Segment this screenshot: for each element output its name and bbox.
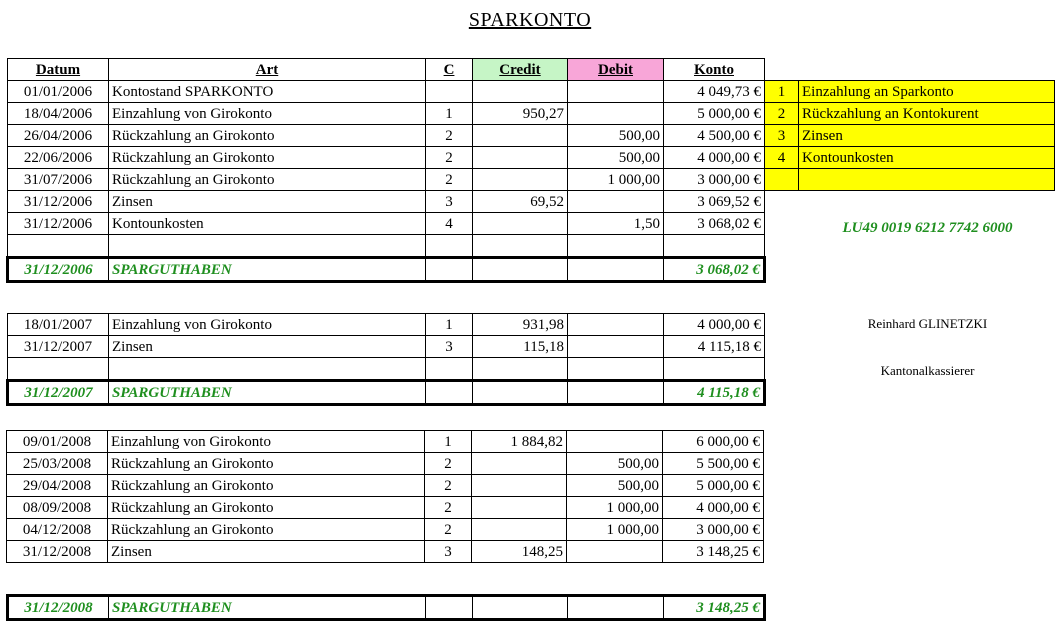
table-row bbox=[8, 125, 765, 147]
empty-cell bbox=[8, 235, 109, 258]
code-cell: 3 bbox=[425, 541, 472, 563]
konto-cell: 5 500,00 € bbox=[663, 453, 764, 475]
empty-cell bbox=[473, 258, 568, 282]
credit-cell: 931,98 bbox=[473, 314, 568, 336]
art-cell: Rückzahlung an Girokonto bbox=[108, 519, 425, 541]
credit-cell: 148,25 bbox=[472, 541, 567, 563]
table-row bbox=[8, 191, 765, 213]
total-row-2008 bbox=[8, 596, 765, 620]
credit-cell bbox=[472, 453, 567, 475]
empty-cell bbox=[426, 596, 473, 620]
legend-item bbox=[765, 125, 1055, 147]
code-legend bbox=[764, 80, 1055, 191]
legend-code: 3 bbox=[765, 125, 799, 147]
debit-cell: 500,00 bbox=[568, 147, 664, 169]
credit-cell bbox=[473, 81, 568, 103]
header-c: C bbox=[426, 59, 473, 81]
table-row bbox=[7, 519, 764, 541]
debit-cell: 1 000,00 bbox=[568, 169, 664, 191]
date-cell: 18/01/2007 bbox=[8, 314, 109, 336]
header-datum: Datum bbox=[8, 59, 109, 81]
legend-label: Kontounkosten bbox=[799, 147, 1055, 169]
date-cell: 31/12/2006 bbox=[8, 191, 109, 213]
legend-code: 4 bbox=[765, 147, 799, 169]
art-cell: Rückzahlung an Girokonto bbox=[108, 453, 425, 475]
konto-cell: 3 000,00 € bbox=[664, 169, 765, 191]
credit-cell bbox=[472, 497, 567, 519]
credit-cell bbox=[473, 125, 568, 147]
code-cell: 2 bbox=[425, 497, 472, 519]
empty-cell bbox=[473, 235, 568, 258]
code-cell: 2 bbox=[425, 519, 472, 541]
empty-cell bbox=[568, 381, 664, 405]
table-row bbox=[7, 541, 764, 563]
table-row bbox=[7, 497, 764, 519]
debit-cell bbox=[568, 314, 664, 336]
empty-cell bbox=[426, 381, 473, 405]
table-row bbox=[8, 336, 765, 358]
credit-cell bbox=[472, 519, 567, 541]
code-cell: 2 bbox=[426, 147, 473, 169]
total-label: SPARGUTHABEN bbox=[109, 258, 426, 282]
table-row bbox=[8, 147, 765, 169]
debit-cell: 1 000,00 bbox=[567, 497, 663, 519]
art-cell: Rückzahlung an Girokonto bbox=[108, 475, 425, 497]
konto-cell: 4 115,18 € bbox=[664, 336, 765, 358]
art-cell: Rückzahlung an Girokonto bbox=[108, 497, 425, 519]
konto-cell: 5 000,00 € bbox=[664, 103, 765, 125]
date-cell: 04/12/2008 bbox=[7, 519, 108, 541]
art-cell: Zinsen bbox=[109, 336, 426, 358]
konto-cell: 3 069,52 € bbox=[664, 191, 765, 213]
konto-cell: 5 000,00 € bbox=[663, 475, 764, 497]
date-cell: 18/04/2006 bbox=[8, 103, 109, 125]
date-cell: 26/04/2006 bbox=[8, 125, 109, 147]
konto-cell: 4 000,00 € bbox=[664, 314, 765, 336]
credit-cell bbox=[472, 475, 567, 497]
code-cell: 3 bbox=[426, 191, 473, 213]
table-row bbox=[8, 314, 765, 336]
date-cell: 22/06/2006 bbox=[8, 147, 109, 169]
legend-label: Zinsen bbox=[799, 125, 1055, 147]
debit-cell: 500,00 bbox=[567, 475, 663, 497]
art-cell: Einzahlung von Girokonto bbox=[108, 431, 425, 453]
empty-cell bbox=[8, 358, 109, 381]
art-cell: Einzahlung von Girokonto bbox=[109, 103, 426, 125]
debit-cell bbox=[567, 431, 663, 453]
table-row bbox=[8, 169, 765, 191]
legend-item bbox=[765, 103, 1055, 125]
table-row bbox=[7, 475, 764, 497]
konto-cell: 3 000,00 € bbox=[663, 519, 764, 541]
code-cell: 1 bbox=[426, 314, 473, 336]
total-row-2006 bbox=[8, 258, 765, 282]
date-cell: 09/01/2008 bbox=[7, 431, 108, 453]
legend-code: 2 bbox=[765, 103, 799, 125]
code-cell: 3 bbox=[426, 336, 473, 358]
total-konto: 4 115,18 € bbox=[664, 381, 765, 405]
konto-cell: 4 500,00 € bbox=[664, 125, 765, 147]
empty-cell bbox=[473, 358, 568, 381]
total-label: SPARGUTHABEN bbox=[109, 596, 426, 620]
debit-cell: 1,50 bbox=[568, 213, 664, 235]
art-cell: Zinsen bbox=[108, 541, 425, 563]
art-cell: Rückzahlung an Girokonto bbox=[109, 125, 426, 147]
credit-cell: 1 884,82 bbox=[472, 431, 567, 453]
date-cell: 01/01/2006 bbox=[8, 81, 109, 103]
code-cell: 2 bbox=[425, 475, 472, 497]
iban-text: LU49 0019 6212 7742 6000 bbox=[842, 220, 1013, 236]
total-konto: 3 068,02 € bbox=[664, 258, 765, 282]
art-cell: Zinsen bbox=[109, 191, 426, 213]
empty-row bbox=[8, 235, 765, 258]
ledger-2008-total bbox=[6, 594, 766, 621]
debit-cell bbox=[568, 336, 664, 358]
credit-cell: 69,52 bbox=[473, 191, 568, 213]
total-date: 31/12/2008 bbox=[8, 596, 109, 620]
code-cell bbox=[426, 81, 473, 103]
code-cell: 2 bbox=[425, 453, 472, 475]
date-cell: 25/03/2008 bbox=[7, 453, 108, 475]
konto-cell: 6 000,00 € bbox=[663, 431, 764, 453]
header-credit: Credit bbox=[473, 59, 568, 81]
header-row bbox=[8, 59, 765, 81]
date-cell: 29/04/2008 bbox=[7, 475, 108, 497]
table-row bbox=[8, 81, 765, 103]
empty-cell bbox=[426, 235, 473, 258]
table-row bbox=[8, 103, 765, 125]
table-row bbox=[7, 431, 764, 453]
header-konto: Konto bbox=[664, 59, 765, 81]
debit-cell bbox=[568, 81, 664, 103]
empty-row bbox=[8, 358, 765, 381]
code-cell: 1 bbox=[425, 431, 472, 453]
empty-cell bbox=[473, 596, 568, 620]
code-cell: 2 bbox=[426, 169, 473, 191]
credit-cell: 950,27 bbox=[473, 103, 568, 125]
date-cell: 31/12/2006 bbox=[8, 213, 109, 235]
total-konto: 3 148,25 € bbox=[664, 596, 765, 620]
header-debit: Debit bbox=[568, 59, 664, 81]
legend-code: 1 bbox=[765, 81, 799, 103]
empty-cell bbox=[568, 358, 664, 381]
debit-cell bbox=[567, 541, 663, 563]
empty-cell bbox=[109, 235, 426, 258]
konto-cell: 4 000,00 € bbox=[664, 147, 765, 169]
ledger-2006 bbox=[6, 58, 766, 283]
total-label: SPARGUTHABEN bbox=[109, 381, 426, 405]
empty-cell bbox=[426, 358, 473, 381]
ledger-2008 bbox=[6, 430, 764, 563]
signatory-role: Kantonalkassierer bbox=[880, 363, 975, 378]
empty-cell bbox=[765, 169, 799, 191]
code-cell: 1 bbox=[426, 103, 473, 125]
total-date: 31/12/2007 bbox=[8, 381, 109, 405]
date-cell: 08/09/2008 bbox=[7, 497, 108, 519]
empty-cell bbox=[664, 235, 765, 258]
empty-cell bbox=[109, 358, 426, 381]
total-date: 31/12/2006 bbox=[8, 258, 109, 282]
art-cell: Kontounkosten bbox=[109, 213, 426, 235]
konto-cell: 3 148,25 € bbox=[663, 541, 764, 563]
header-art: Art bbox=[109, 59, 426, 81]
empty-cell bbox=[568, 235, 664, 258]
credit-cell bbox=[473, 147, 568, 169]
empty-cell bbox=[568, 596, 664, 620]
debit-cell bbox=[568, 103, 664, 125]
page-title: SPARKONTO bbox=[468, 9, 592, 31]
konto-cell: 3 068,02 € bbox=[664, 213, 765, 235]
signatory-name: Reinhard GLINETZKI bbox=[867, 316, 988, 331]
art-cell: Rückzahlung an Girokonto bbox=[109, 147, 426, 169]
code-cell: 4 bbox=[426, 213, 473, 235]
legend-item bbox=[765, 147, 1055, 169]
empty-cell bbox=[473, 381, 568, 405]
legend-label: Einzahlung an Sparkonto bbox=[799, 81, 1055, 103]
empty-cell bbox=[664, 358, 765, 381]
ledger-2007 bbox=[6, 313, 766, 406]
empty-cell bbox=[568, 258, 664, 282]
art-cell: Einzahlung von Girokonto bbox=[109, 314, 426, 336]
legend-item bbox=[765, 81, 1055, 103]
credit-cell: 115,18 bbox=[473, 336, 568, 358]
konto-cell: 4 000,00 € bbox=[663, 497, 764, 519]
debit-cell: 1 000,00 bbox=[567, 519, 663, 541]
debit-cell: 500,00 bbox=[568, 125, 664, 147]
empty-cell bbox=[799, 169, 1055, 191]
date-cell: 31/12/2008 bbox=[7, 541, 108, 563]
table-row bbox=[8, 213, 765, 235]
credit-cell bbox=[473, 213, 568, 235]
art-cell: Kontostand SPARKONTO bbox=[109, 81, 426, 103]
legend-empty-row bbox=[765, 169, 1055, 191]
total-row-2007 bbox=[8, 381, 765, 405]
legend-label: Rückzahlung an Kontokurent bbox=[799, 103, 1055, 125]
konto-cell: 4 049,73 € bbox=[664, 81, 765, 103]
art-cell: Rückzahlung an Girokonto bbox=[109, 169, 426, 191]
debit-cell: 500,00 bbox=[567, 453, 663, 475]
credit-cell bbox=[473, 169, 568, 191]
code-cell: 2 bbox=[426, 125, 473, 147]
date-cell: 31/12/2007 bbox=[8, 336, 109, 358]
date-cell: 31/07/2006 bbox=[8, 169, 109, 191]
empty-cell bbox=[426, 258, 473, 282]
debit-cell bbox=[568, 191, 664, 213]
table-row bbox=[7, 453, 764, 475]
